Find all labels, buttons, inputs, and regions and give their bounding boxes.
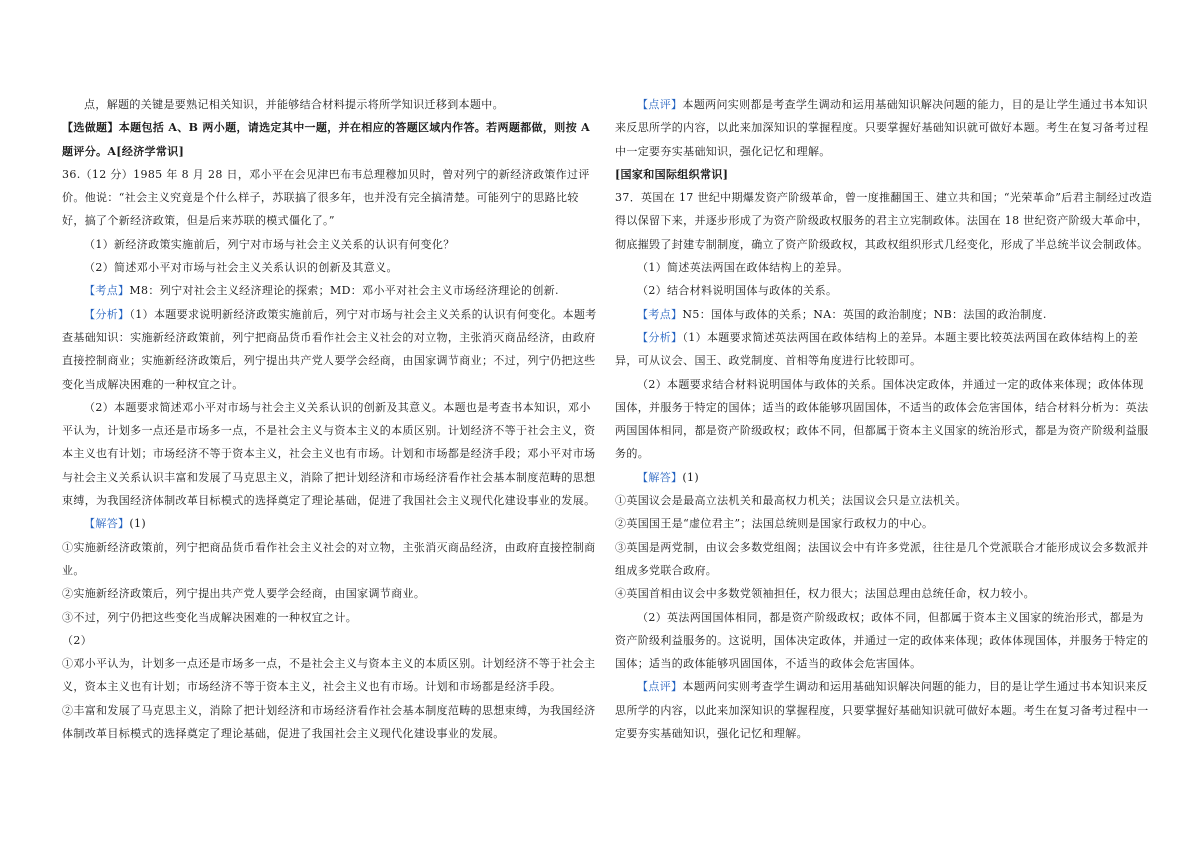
jieda-37-item-4: ④英国首相由议会中多数党领袖担任，权力很大；法国总理由总统任命，权力较小。 <box>615 587 1035 601</box>
right-column <box>615 93 1153 745</box>
kaodian-37: 【考点】N5：国体与政体的关系；NA：英国的政治制度；NB：法国的政治制度. <box>637 307 1047 321</box>
jieda-36-item-1: ①实施新经济政策前，列宁把商品货币看作社会主义社会的对立物，主张消灭商品经济，由政府直接控制商业。 <box>62 540 596 577</box>
fenxi-tag: 【分析】 <box>84 307 130 321</box>
jieda-36-part-2-label: （2） <box>62 633 93 647</box>
prev-answer-tail: 点，解题的关键是要熟记相关知识，并能够结合材料提示将所学知识迁移到本题中。 <box>84 98 504 111</box>
fenxi-37-part-2: （2）本题要求结合材料说明国体与政体的关系。国体决定政体，并通过一定的政体来体现；政体体现国体，并服务于特定的国体；适当的政体能够巩固国体，不适当的政体会危害国体，结合材料分析为：英法两国国体相同，都是资产阶级政权；政体不同，但都属于资本主义国家的统治形式，都是为资产阶级利益服务的。 <box>615 377 1149 461</box>
jieda-tag: 【解答】 <box>637 470 683 484</box>
jieda-37-heading: 【解答】(1) <box>637 470 700 484</box>
fenxi-36-part-2: （2）本题要求简述邓小平对市场与社会主义关系认识的创新及其意义。本题也是考查书本知识，邓小平认为，计划多一点还是市场多一点，不是社会主义与资本主义的本质区别。计划经济不等于社会主义，资本主义也有计划；市场经济不等于资本主义，社会主义也有市场。计划和市场都是经济手段；邓小平对市场与社会主义关系认识丰富和发展了马克思主义，消除了把计划经济和市场经济看作社会基本制度范畴的思想束缚，为我国经济体制改革目标模式的选择奠定了理论基础，促进了我国社会主义现代化建设事业的发展。 <box>62 400 596 508</box>
section-heading-state-orgs: [国家和国际组织常识] <box>615 167 729 181</box>
jieda-36-part2-item-2: ②丰富和发展了马克思主义，消除了把计划经济和市场经济看作社会基本制度范畴的思想束缚，为我国经济体制改革目标模式的选择奠定了理论基础，促进了我国社会主义现代化建设事业的发展。 <box>62 703 596 741</box>
kaodian-tag: 【考点】 <box>637 307 683 321</box>
question-36-part-1: （1）新经济政策实施前后，列宁对市场与社会主义关系的认识有何变化？ <box>84 237 455 251</box>
question-37-part-2: （2）结合材料说明国体与政体的关系。 <box>637 284 838 298</box>
jieda-tag: 【解答】 <box>84 517 130 531</box>
jieda-36-part2-item-1: ①邓小平认为，计划多一点还是市场多一点，不是社会主义与资本主义的本质区别。计划经济不等于社会主义，资本主义也有计划；市场经济不等于资本主义，社会主义也有市场。计划和市场都是经济手段。 <box>62 657 596 694</box>
fenxi-tag: 【分析】 <box>637 330 683 344</box>
question-36-stem: 36.（12 分）1985 年 8 月 28 日，邓小平在会见津巴布韦总理穆加贝时，曾对列宁的新经济政策作过评价。他说：“社会主义究竟是个什么样子，苏联搞了很多年，也并没有完全搞清楚。可能列宁的思路比较好，搞了个新经济政策，但是后来苏联的模式僵化了。” <box>62 167 590 228</box>
kaodian-tag: 【考点】 <box>84 284 130 298</box>
jieda-36-heading: 【解答】(1) <box>84 517 147 531</box>
left-column <box>62 93 600 745</box>
jieda-37-item-1: ①英国议会是最高立法机关和最高权力机关；法国议会只是立法机关。 <box>615 494 967 508</box>
elective-instruction: 【选做题】本题包括 A、B 两小题，请选定其中一题，并在相应的答题区域内作答。若两题都做，则按 A 题评分。A[经济学常识] <box>62 121 591 158</box>
jieda-36-item-2: ②实施新经济政策后，列宁提出共产党人要学会经商，由国家调节商业。 <box>62 587 426 601</box>
question-37-stem: 37．英国在 17 世纪中期爆发资产阶级革命，曾一度推翻国王、建立共和国；“光荣革命”后君主制经过改造得以保留下来，并逐步形成了为资产阶级政权服务的君主立宪制政体。法国在 18 世纪资产阶级大革命中，彻底摧毁了封建专制制度，确立了资产阶级政权，其政权组织形式几经变化，形成了半总统半议会制政体。 <box>615 191 1153 251</box>
jieda-36-item-3: ③不过，列宁仍把这些变化当成解决困难的一种权宜之计。 <box>62 610 358 624</box>
dianping-36: 【点评】本题两问实则都是考查学生调动和运用基础知识解决问题的能力，目的是让学生通过书本知识来反思所学的内容，以此来加深知识的掌握程度。只要掌握好基础知识就可做好本题。考生在复习备考过程中一定要夯实基础知识，强化记忆和理解。 <box>615 98 1149 158</box>
question-37-part-1: （1）简述英法两国在政体结构上的差异。 <box>637 261 849 275</box>
kaodian-36: 【考点】M8：列宁对社会主义经济理论的探索；MD：邓小平对社会主义市场经济理论的创新. <box>84 284 559 298</box>
jieda-37-part-2: （2）英法两国国体相同，都是资产阶级政权；政体不同，但都属于资本主义国家的统治形式，都是为资产阶级利益服务的。这说明，国体决定政体，并通过一定的政体来体现；政体体现国体，并服务于特定的国体；适当的政体能够巩固国体，不适当的政体会危害国体。 <box>615 610 1149 671</box>
fenxi-36-part-1: 【分析】（1）本题要求说明新经济政策实施前后，列宁对市场与社会主义关系的认识有何变化。本题考查基础知识：实施新经济政策前，列宁把商品货币看作社会主义社会的对立物，主张消灭商品经济，由政府直接控制商业；实施新经济政策后，列宁提出共产党人要学会经商，由国家调节商业；不过，列宁仍把这些变化当成解决困难的一种权宜之计。 <box>62 307 597 391</box>
fenxi-37-part-1: 【分析】（1）本题要求简述英法两国在政体结构上的差异。本题主要比较英法两国在政体结构上的差异，可从议会、国王、政党制度、首相等角度进行比较即可。 <box>615 330 1139 368</box>
dianping-tag: 【点评】 <box>637 98 683 111</box>
jieda-37-item-2: ②英国国王是“虚位君主”；法国总统则是国家行政权力的中心。 <box>615 517 934 531</box>
dianping-tag: 【点评】 <box>637 680 683 694</box>
dianping-37: 【点评】本题两问实则考查学生调动和运用基础知识解决问题的能力，目的是让学生通过书本知识来反思所学的内容，以此来加深知识的掌握程度，只要掌握好基础知识就可做好本题。考生在复习备考过程中一定要夯实基础知识，强化记忆和理解。 <box>615 680 1149 741</box>
jieda-37-item-3: ③英国是两党制，由议会多数党组阁；法国议会中有许多党派，往往是几个党派联合才能形成议会多数派并组成多党联合政府。 <box>615 540 1149 577</box>
question-36-part-2: （2）简述邓小平对市场与社会主义关系认识的创新及其意义。 <box>84 261 398 275</box>
